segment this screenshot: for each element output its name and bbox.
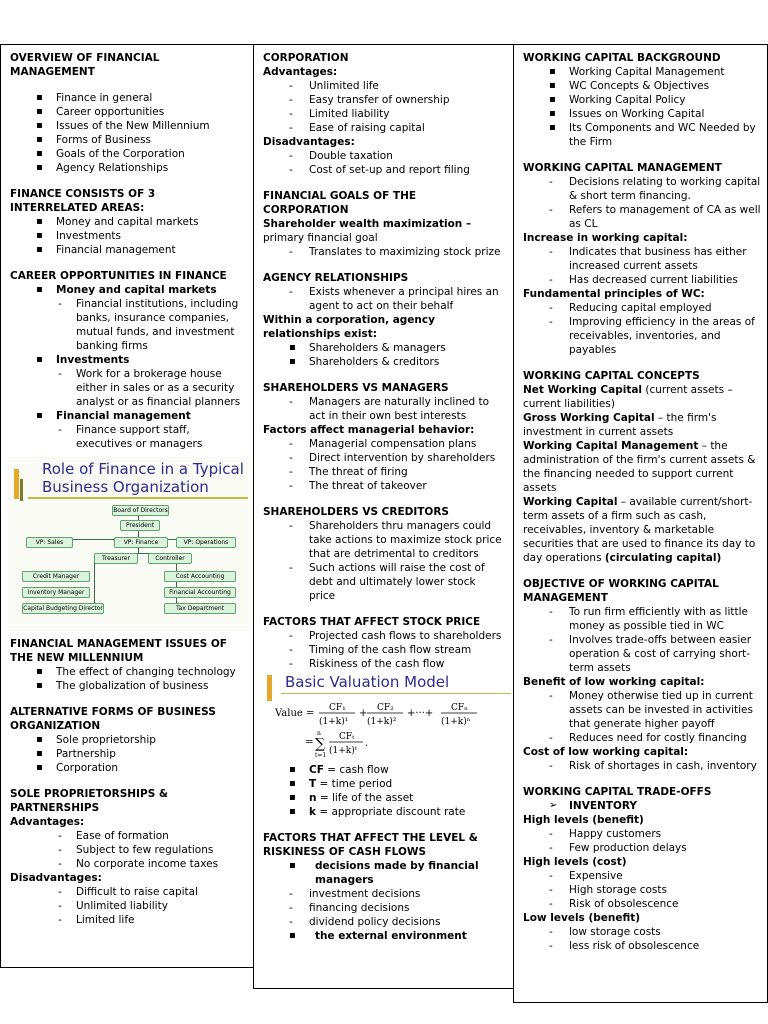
disadvantages-label: Disadvantages: [263,136,355,148]
formula-term: (1+k)ⁿ [441,717,471,727]
list-item: - Managerial compensation plans [263,437,505,451]
cf-definition: = appropriate discount rate [315,806,466,818]
concept-note: (circulating capital) [604,552,722,564]
column-2 [253,44,514,989]
slide-title-line: Business Organization [42,478,209,496]
list-item: - Managers are naturally inclined to act in their own best interests [263,395,505,423]
list-item [263,805,505,819]
list-item: ▪ The effect of changing technology [10,665,245,679]
list-item: - Ease of raising capital [263,121,505,135]
formula-term: CFₜ [339,732,355,742]
concept-term: Working Capital [523,496,618,508]
list-item: ▪ Issues on Working Capital [523,107,761,121]
concept-term: Working Capital Management [523,440,699,452]
list-item: ➢ INVENTORY [523,799,761,813]
list-item: - Financial institutions, including banks, insurance companies, mutual funds, and investment banking firms [10,297,245,353]
cf-symbol: CF [309,764,324,776]
list-item: ▪ Career opportunities [10,105,245,119]
goals-term: Shareholder wealth maximization – [263,218,472,230]
formula-term: CFₙ [451,703,469,713]
cf-definitions-list [263,763,505,819]
goals-text [263,217,505,245]
level-list [263,859,505,943]
list-item: - Finance support staff, executives or managers [10,423,245,451]
list-item: - To run firm efficiently with as little money as possible tied in WC [523,605,761,633]
list-item: ▪ Financial management [10,409,245,423]
formula-term: CF₁ [329,703,346,713]
list-item: ▪ Finance in general [10,91,245,105]
cf-definition: = time period [316,778,393,790]
finance-consists-heading: FINANCE CONSISTS OF 3 INTERRELATED AREAS: [10,188,156,214]
issues-list [10,665,245,693]
cf-symbol: T [309,778,317,790]
list-item: - Unlimited life [263,79,505,93]
org-node-vp-operations: VP: Operations [176,537,236,548]
list-item: - dividend policy decisions [263,915,505,929]
goals-heading: FINANCIAL GOALS OF THE CORPORATION [263,190,417,216]
list-item: ▪ Shareholders & creditors [263,355,505,369]
list-item: - Double taxation [263,149,505,163]
slide-divider [281,693,511,694]
benefit-label: Benefit of low working capital: [523,676,705,688]
objective-heading: OBJECTIVE OF WORKING CAPITAL MANAGEMENT [523,578,719,604]
sole-heading: SOLE PROPRIETORSHIPS & PARTNERSHIPS [10,788,169,814]
overview-list [10,91,245,175]
list-item: ▪ Forms of Business [10,133,245,147]
high-benefit-list [523,827,761,855]
valuation-title: Basic Valuation Model [285,673,450,691]
benefit-list [523,689,761,745]
slide-title-line: Role of Finance in a Typical [42,460,244,478]
list-item: ▪ Investments [10,229,245,243]
list-item: - Money otherwise tied up in current assets can be invested in activities that generate higher payoff [523,689,761,731]
list-item: ▪ The globalization of business [10,679,245,693]
formula-term: (1+k)ᵗ [329,746,357,756]
list-item: - Easy transfer of ownership [263,93,505,107]
concept-desc: – the firm's investment in current assets [523,412,717,438]
svc-heading: SHAREHOLDERS VS CREDITORS [263,506,449,518]
list-item: - Few production delays [523,841,761,855]
slide-divider [28,497,248,499]
disadvantages-label: Disadvantages: [10,872,102,884]
finance-areas-list [10,215,245,257]
list-item: - Ease of formation [10,829,245,843]
list-item: - Riskiness of the cash flow [263,657,505,671]
list-item: - Exists whenever a principal hires an agent to act on their behalf [263,285,505,313]
org-node-cost-accounting: Cost Accounting [164,571,236,582]
slide-accent [267,675,272,701]
org-node-treasurer: Treasurer [94,553,138,564]
concept-entry [523,439,761,495]
corporation-heading: CORPORATION [263,52,349,64]
svm-heading: SHAREHOLDERS VS MANAGERS [263,382,449,394]
career-heading: CAREER OPPORTUNITIES IN FINANCE [10,270,227,282]
list-item: ▪ Sole proprietorship [10,733,245,747]
list-item: - High storage costs [523,883,761,897]
formula-term: n [317,730,321,737]
list-item: - Has decreased current liabilities [523,273,761,287]
formula-term: (1+k)¹ [319,717,349,727]
cf-definition: = cash flow [323,764,389,776]
formula-sum: ∑ [315,736,325,752]
concept-entry [523,495,761,565]
org-node-capital-budgeting: Capital Budgeting Director [23,605,103,612]
increase-list [523,245,761,287]
list-item: - Difficult to raise capital [10,885,245,899]
list-item: - investment decisions [263,887,505,901]
fundamental-list [523,301,761,357]
list-item: - Decisions relating to working capital & short term financing. [523,175,761,203]
stock-list [263,629,505,671]
list-item: - Reducing capital employed [523,301,761,315]
list-item: ▪ decisions made by financial managers [263,859,505,887]
org-node-vp-finance: VP: Finance [114,537,168,548]
list-item: ▪ Working Capital Management [523,65,761,79]
svc-list [263,519,505,603]
list-item: - low storage costs [523,925,761,939]
low-benefit-list [523,925,761,953]
list-item: - Shareholders thru managers could take actions to maximize stock price that are detrimental to creditors [263,519,505,561]
list-item: ▪ Its Components and WC Needed by the Firm [523,121,761,149]
agency-list [263,341,505,369]
concept-desc: – the administration of the firm's current assets & the financing needed to support current assets [523,440,756,494]
valuation-model-slide [261,671,509,763]
concept-entry [523,383,761,411]
org-node-financial-accounting: Financial Accounting [164,587,236,598]
agency-heading: AGENCY RELATIONSHIPS [263,272,409,284]
list-item: - Improving efficiency in the areas of receivables, inventories, and payables [523,315,761,357]
column-1 [0,44,254,968]
list-item: ▪ Goals of the Corporation [10,147,245,161]
factors-label: Factors affect managerial behavior: [263,424,475,436]
objective-list [523,605,761,675]
formula-term: CF₂ [377,703,394,713]
list-item: - Cost of set-up and report filing [263,163,505,177]
slide-accent [14,469,19,499]
org-node-tax-department: Tax Department [164,603,236,614]
list-item: ▪ Shareholders & managers [263,341,505,355]
tradeoff-list [523,799,761,813]
list-item: - Direct intervention by shareholders [263,451,505,465]
cost-list [523,759,761,773]
formula-op: +···+ [407,708,434,719]
formula-op: . [365,738,369,749]
org-node-vp-sales: VP: Sales [26,537,73,548]
list-item: - Refers to management of CA as well as CL [523,203,761,231]
list-item: ▪ Working Capital Policy [523,93,761,107]
list-item: - No corporate income taxes [10,857,245,871]
list-item: ▪ Issues of the New Millennium [10,119,245,133]
list-item: ▪ Money and capital markets [10,215,245,229]
list-item: ▪ Agency Relationships [10,161,245,175]
list-item: - Happy customers [523,827,761,841]
list-item: - Limited life [10,913,245,927]
cf-symbol: n [309,792,317,804]
cost-label: Cost of low working capital: [523,746,689,758]
org-node-controller: Controller [148,553,192,564]
overview-heading: OVERVIEW OF FINANCIAL MANAGEMENT [10,52,160,78]
org-node-president: President [120,520,160,531]
column-3 [513,44,768,1003]
alt-forms-heading: ALTERNATIVE FORMS OF BUSINESS ORGANIZATION [10,706,216,732]
issues-heading: FINANCIAL MANAGEMENT ISSUES OF THE NEW MILLENNIUM [10,638,227,664]
list-item: ▪ the external environment [263,929,505,943]
career-list [10,283,245,451]
list-item: - Expensive [523,869,761,883]
slide-accent [20,479,23,501]
list-item: - The threat of firing [263,465,505,479]
concept-desc: – available current/short-term assets of a firm such as cash, receivables, inventory & marketable securities that are used to finance its day to day operations [523,496,756,564]
list-item: - Such actions will raise the cost of debt and ultimately lower stock price [263,561,505,603]
list-item: - Work for a brokerage house either in sales or as a security analyst or as financial planners [10,367,245,409]
list-item: - Indicates that business has either increased current assets [523,245,761,273]
slide-title [42,460,244,496]
high-cost-list [523,869,761,911]
list-item: - Subject to few regulations [10,843,245,857]
concept-term: Net Working Capital [523,384,643,396]
list-item: - Projected cash flows to shareholders [263,629,505,643]
sole-advantages-list [10,829,245,871]
wc-background-list [523,65,761,149]
agency-within-label: Within a corporation, agency relationships exist: [263,314,435,340]
list-item: - Translates to maximizing stock prize [263,245,505,259]
list-item: - Involves trade-offs between easier operation & cost of carrying short-term assets [523,633,761,675]
increase-label: Increase in working capital: [523,232,688,244]
org-node-inventory-manager: Inventory Manager [22,587,90,598]
concept-term: Gross Working Capital [523,412,655,424]
high-cost-label: High levels (cost) [523,856,627,868]
list-item: - Unlimited liability [10,899,245,913]
low-benefit-label: Low levels (benefit) [523,912,641,924]
list-item: - Risk of shortages in cash, inventory [523,759,761,773]
formula-op: = [305,737,314,748]
list-item: - Limited liability [263,107,505,121]
svm-sub-list [263,395,505,423]
valuation-formula [275,699,509,761]
list-item [263,777,505,791]
list-item: ▪ WC Concepts & Objectives [523,79,761,93]
wcm-list [523,175,761,231]
goals-sub-list [263,245,505,259]
list-item: - financing decisions [263,901,505,915]
list-item: ▪ Money and capital markets [10,283,245,297]
corp-advantages-list [263,79,505,135]
list-item: - Reduces need for costly financing [523,731,761,745]
formula-term: (1+k)² [367,717,397,727]
cf-definition: = life of the asset [316,792,414,804]
factors-list [263,437,505,493]
list-item: ▪ Corporation [10,761,245,775]
sole-disadvantages-list [10,885,245,927]
list-item [263,791,505,805]
corp-disadvantages-list [263,149,505,177]
goals-desc: primary financial goal [263,232,378,244]
advantages-label: Advantages: [263,66,338,78]
wc-background-heading: WORKING CAPITAL BACKGROUND [523,52,721,64]
list-item: - less risk of obsolescence [523,939,761,953]
cf-symbol: k [309,806,316,818]
agency-sub-list [263,285,505,313]
list-item: - Timing of the cash flow stream [263,643,505,657]
list-item: ▪ Investments [10,353,245,367]
list-item: ▪ Partnership [10,747,245,761]
list-item: ▪ Financial management [10,243,245,257]
org-node-board: Board of Directors [113,507,168,514]
list-item [263,763,505,777]
alt-forms-list [10,733,245,775]
level-heading: FACTORS THAT AFFECT THE LEVEL & RISKINESS OF CASH FLOWS [263,832,478,858]
org-node-credit-manager: Credit Manager [22,571,90,582]
formula-value-label: Value = [275,708,315,719]
advantages-label: Advantages: [10,816,85,828]
formula-term: t=1 [315,752,327,759]
high-benefit-label: High levels (benefit) [523,814,644,826]
org-chart-slide [8,457,249,631]
concept-entry [523,411,761,439]
tradeoff-heading: WORKING CAPITAL TRADE-OFFS [523,786,712,798]
formula-op: + [359,708,368,719]
fundamental-label: Fundamental principles of WC: [523,288,705,300]
list-item: - The threat of takeover [263,479,505,493]
wcm-heading: WORKING CAPITAL MANAGEMENT [523,162,722,174]
list-item: - Risk of obsolescence [523,897,761,911]
concept-desc: (current assets – current liabilities) [523,384,733,410]
concepts-heading: WORKING CAPITAL CONCEPTS [523,370,700,382]
stock-heading: FACTORS THAT AFFECT STOCK PRICE [263,616,481,628]
